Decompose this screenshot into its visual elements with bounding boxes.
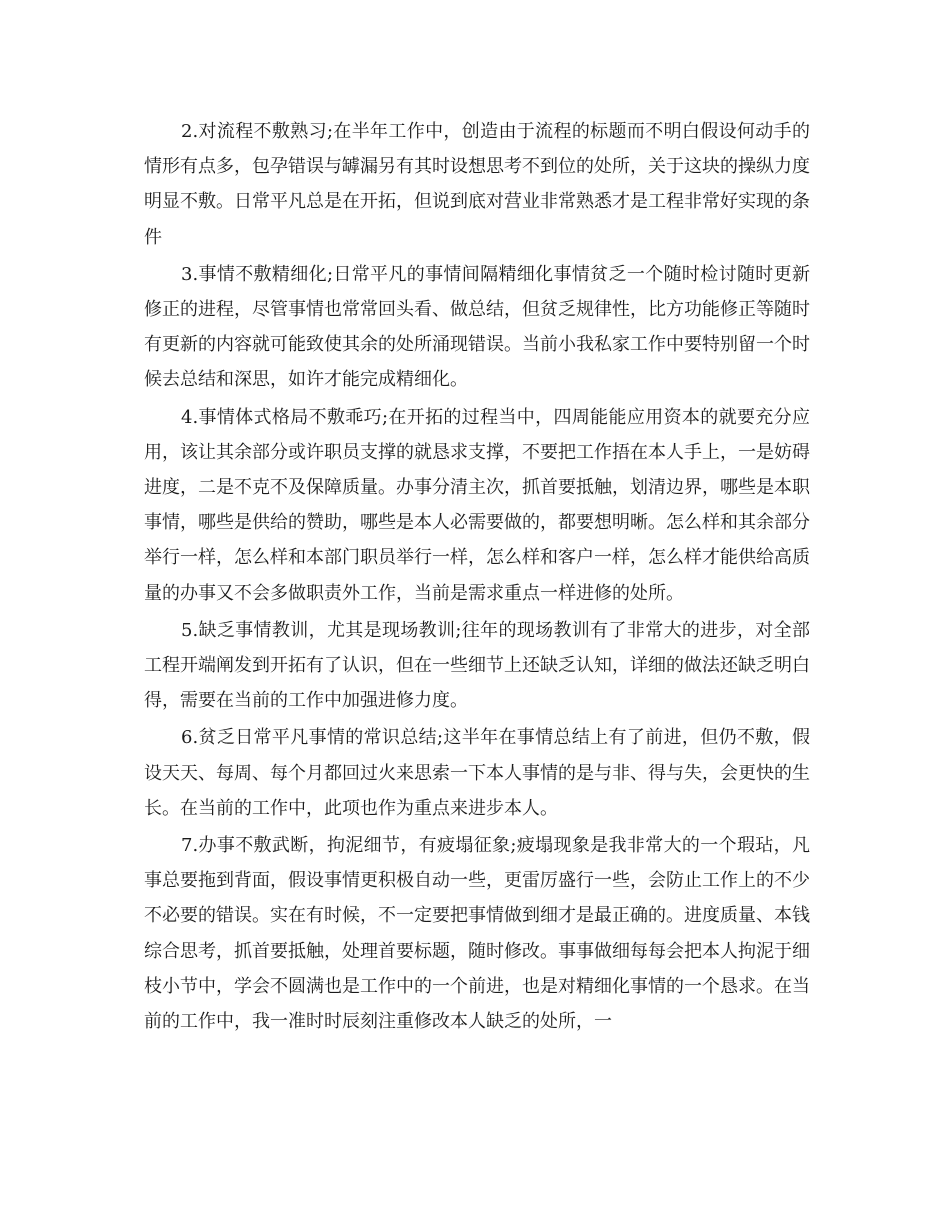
document-body: [144, 114, 810, 1041]
paragraph-item-7: 7.办事不敷武断，拘泥细节，有疲塌征象;疲塌现象是我非常大的一个瑕玷，凡事总要拖到背面，假设事情更积极自动一些，更雷厉盛行一些，会防止工作上的不少不必要的错误。实在有时候，不一定要把事情做到细才是最正确的。进度质量、本钱综合思考，抓首要抵触，处理首要标题，随时修改。事事做细每每会把本人拘泥于细枝小节中，学会不圆满也是工作中的一个前进，也是对精细化事情的一个恳求。在当前的工作中，我一准时时辰刻注重修改本人缺乏的处所，一: [144, 835, 810, 1033]
paragraph-item-4: 4.事情体式格局不敷乖巧;在开拓的过程当中，四周能能应用资本的就要充分应用，该让其余部分或许职员支撑的就恳求支撑，不要把工作捂在本人手上，一是妨碍进度，二是不克不及保障质量。办事分清主次，抓首要抵触，划清边界，哪些是本职事情，哪些是供给的赞助，哪些是本人必需要做的，都要想明晰。怎么样和其余部分举行一样，怎么样和本部门职员举行一样，怎么样和客户一样，怎么样才能供给高质量的办事又不会多做职责外工作，当前是需求重点一样进修的处所。: [144, 406, 810, 604]
paragraph-item-6: 6.贫乏日常平凡事情的常识总结;这半年在事情总结上有了前进，但仍不敷，假设天天、每周、每个月都回过火来思索一下本人事情的是与非、得与失，会更快的生长。在当前的工作中，此项也作为重点来进步本人。: [144, 727, 810, 819]
paragraph-item-5: 5.缺乏事情教训，尤其是现场教训;往年的现场教训有了非常大的进步，对全部工程开端阐发到开拓有了认识，但在一些细节上还缺乏认知，详细的做法还缺乏明白得，需要在当前的工作中加强进修力度。: [144, 619, 810, 712]
paragraph-item-2: 2.对流程不敷熟习;在半年工作中，创造由于流程的标题而不明白假设何动手的情形有点多，包孕错误与罅漏另有其时设想思考不到位的处所，关于这块的操纵力度明显不敷。日常平凡总是在开拓，但说到底对营业非常熟悉才是工程非常好实现的条件: [144, 121, 810, 248]
paragraph-item-3: 3.事情不敷精细化;日常平凡的事情间隔精细化事情贫乏一个随时检讨随时更新修正的进程，尽管事情也常常回头看、做总结，但贫乏规律性，比方功能修正等随时有更新的内容就可能致使其余的处所涌现错误。当前小我私家工作中要特别留一个时候去总结和深思，如许才能完成精细化。: [144, 263, 810, 391]
